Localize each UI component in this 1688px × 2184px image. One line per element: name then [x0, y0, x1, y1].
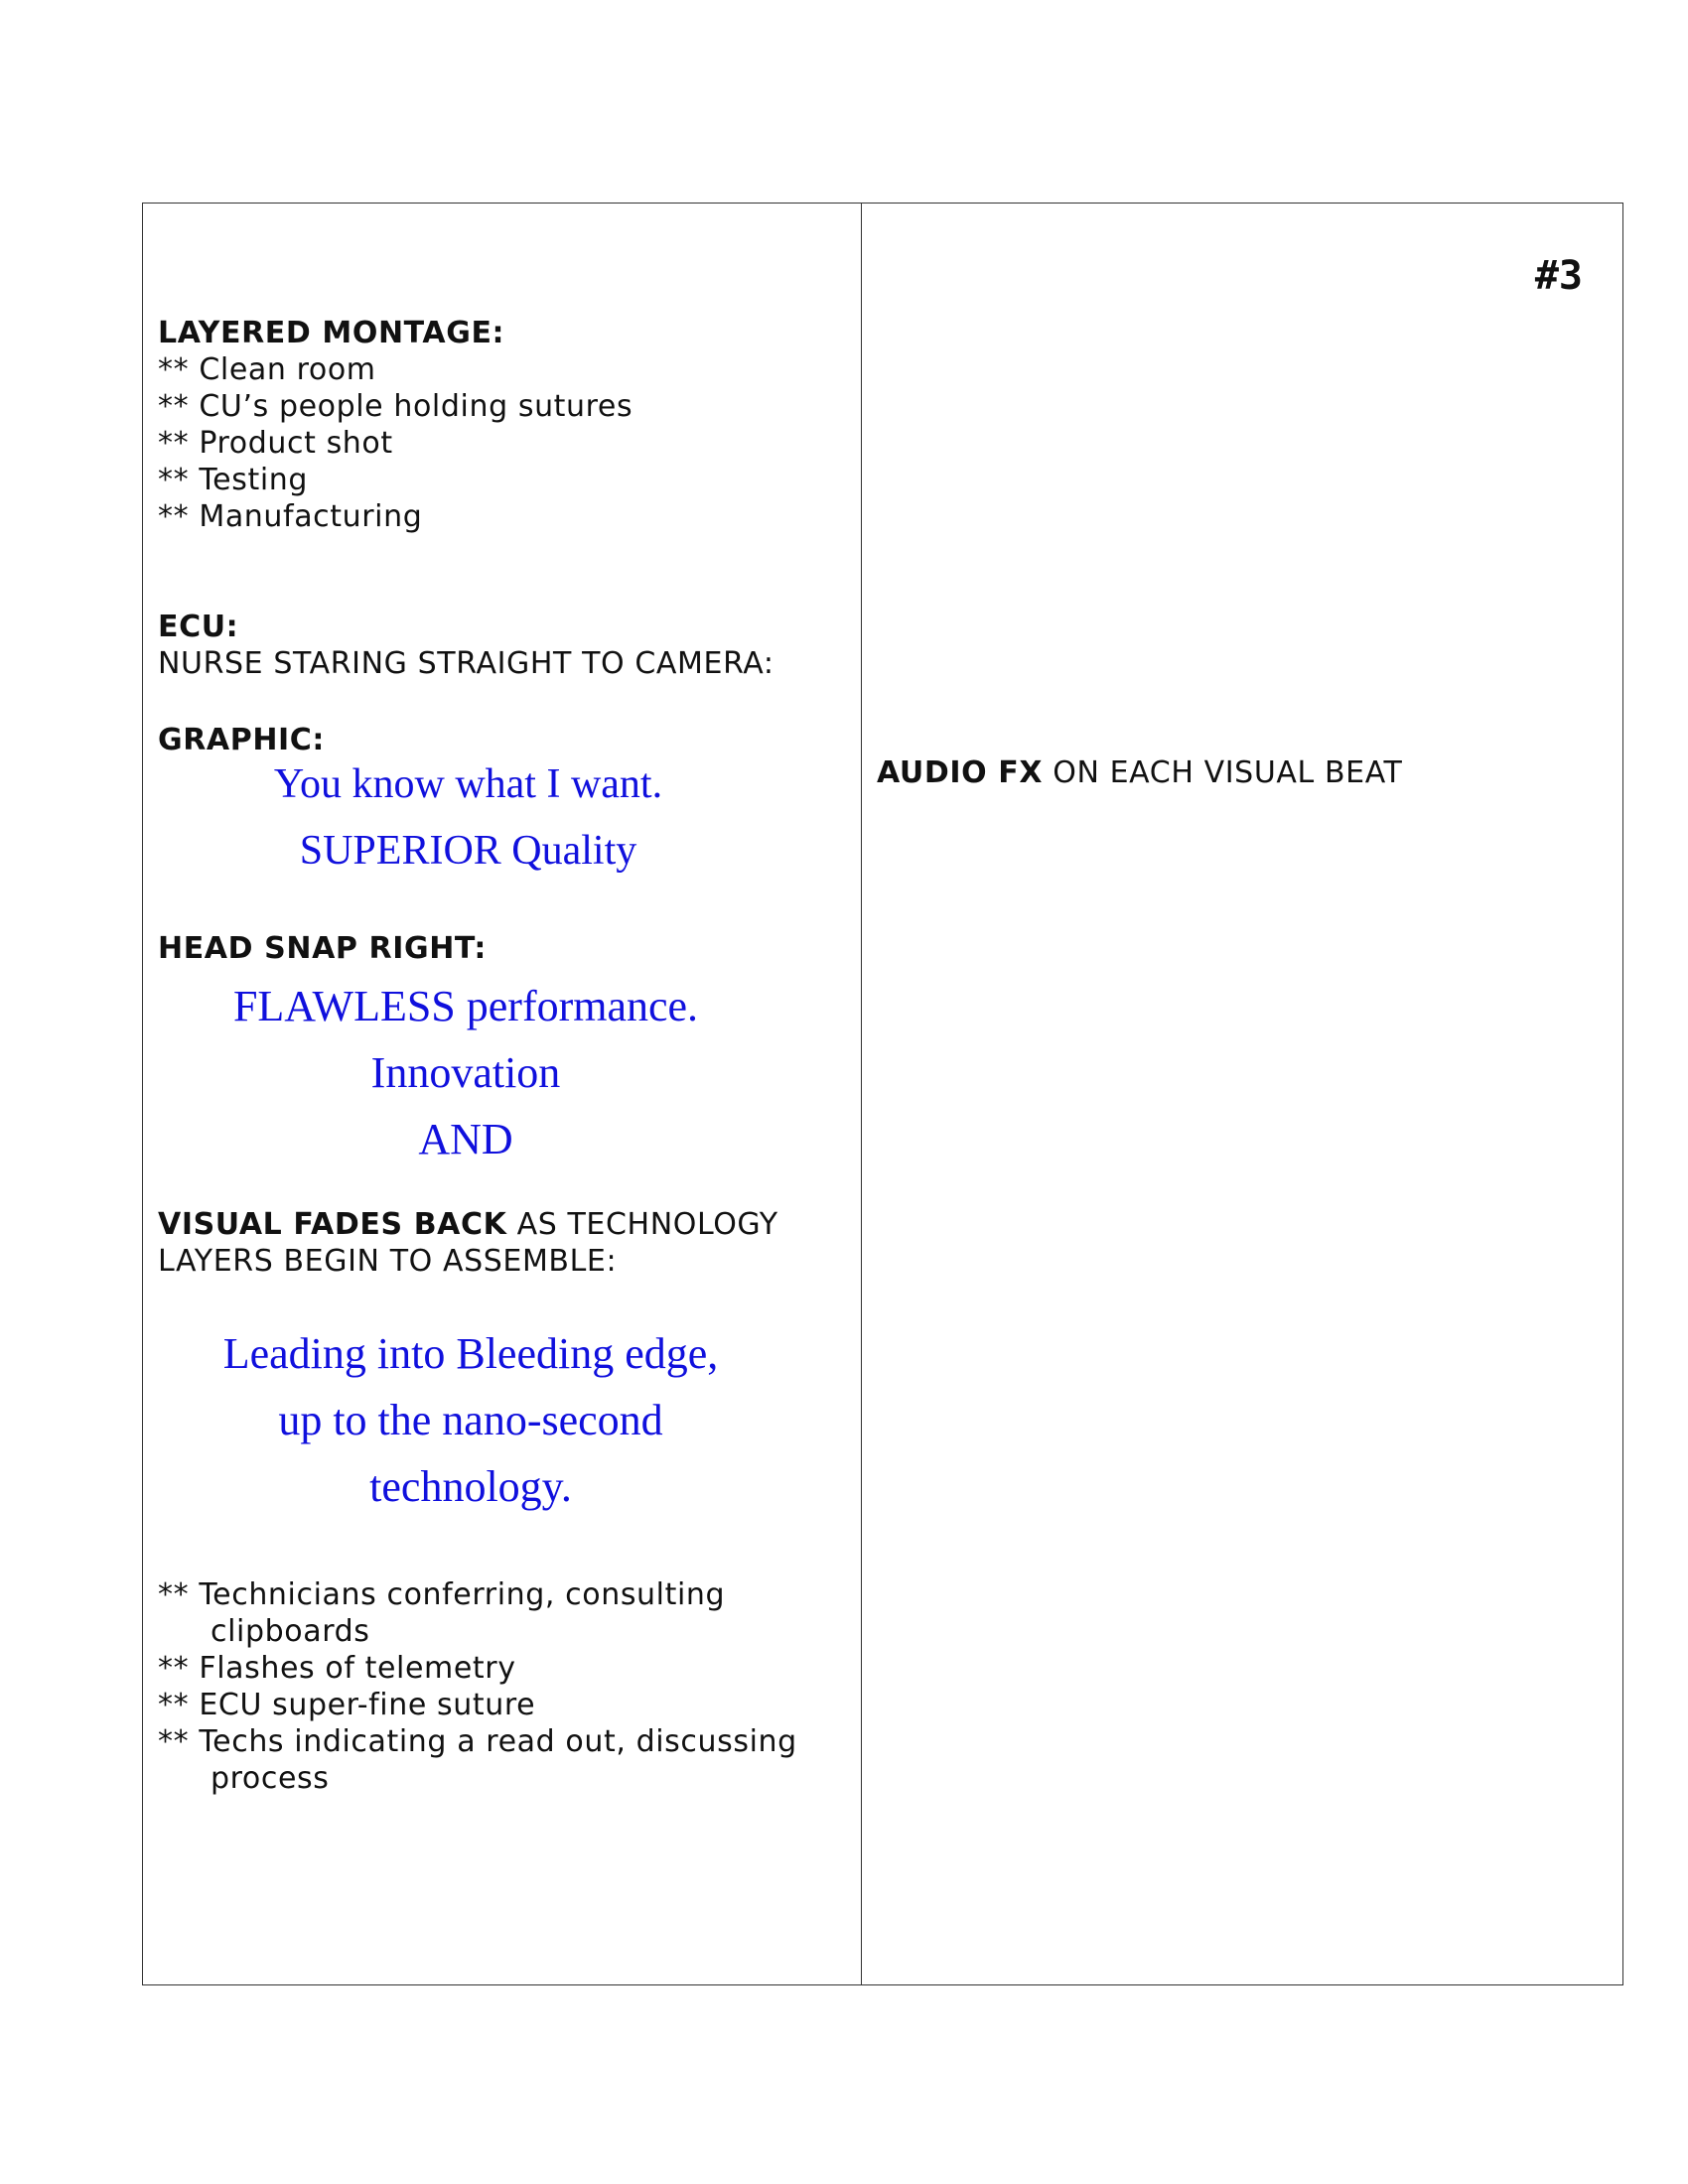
head-snap-line: Innovation — [370, 1048, 561, 1097]
graphic-heading: GRAPHIC: — [158, 723, 326, 757]
list-item: ** Flashes of telemetry — [158, 1651, 516, 1686]
list-item: ** Technicians conferring, consulting — [158, 1577, 726, 1612]
list-item: ** ECU super-fine suture — [158, 1688, 536, 1722]
audio-fx-line — [877, 754, 1402, 791]
fades-text — [143, 1320, 798, 1520]
fades-heading: VISUAL FADES BACK — [158, 1207, 507, 1242]
head-snap-line: AND — [418, 1115, 513, 1163]
list-item: ** Testing — [158, 463, 309, 497]
fades-line: LAYERS BEGIN TO ASSEMBLE: — [158, 1244, 618, 1279]
fades-graphic-line: up to the nano-second — [278, 1396, 663, 1444]
ecu-heading: ECU: — [158, 610, 239, 644]
fades-block — [158, 1206, 778, 1280]
audio-fx-heading: AUDIO FX — [877, 755, 1044, 790]
page-number: #3 — [1534, 253, 1583, 299]
graphic-text — [143, 751, 793, 885]
video-column — [143, 204, 862, 1984]
list-item-continuation: clipboards — [211, 1614, 370, 1649]
fades-graphic-line: Leading into Bleeding edge, — [222, 1329, 719, 1378]
graphic-line: You know what I want. — [273, 761, 663, 807]
head-snap-line: FLAWLESS performance. — [232, 982, 699, 1030]
list-item: ** Techs indicating a read out, discussing — [158, 1724, 797, 1759]
script-table — [142, 203, 1623, 1985]
graphic-line: SUPERIOR Quality — [299, 828, 637, 874]
fades-graphic-line: technology. — [369, 1462, 572, 1511]
list-item: ** Clean room — [158, 352, 376, 387]
montage-block — [158, 315, 633, 535]
head-snap-text — [143, 973, 788, 1172]
head-snap-heading: HEAD SNAP RIGHT: — [158, 931, 487, 966]
ecu-text: NURSE STARING STRAIGHT TO CAMERA: — [158, 646, 774, 681]
list-item-continuation: process — [211, 1761, 330, 1796]
tech-list — [158, 1576, 797, 1797]
list-item: ** CU’s people holding sutures — [158, 389, 633, 424]
list-item: ** Manufacturing — [158, 499, 423, 534]
audio-column — [862, 204, 1622, 1984]
audio-fx-text: ON EACH VISUAL BEAT — [1043, 755, 1403, 790]
fades-heading-rest: AS TECHNOLOGY — [506, 1207, 778, 1242]
list-item: ** Product shot — [158, 426, 393, 461]
montage-heading: LAYERED MONTAGE: — [158, 316, 505, 350]
ecu-block — [158, 609, 774, 682]
